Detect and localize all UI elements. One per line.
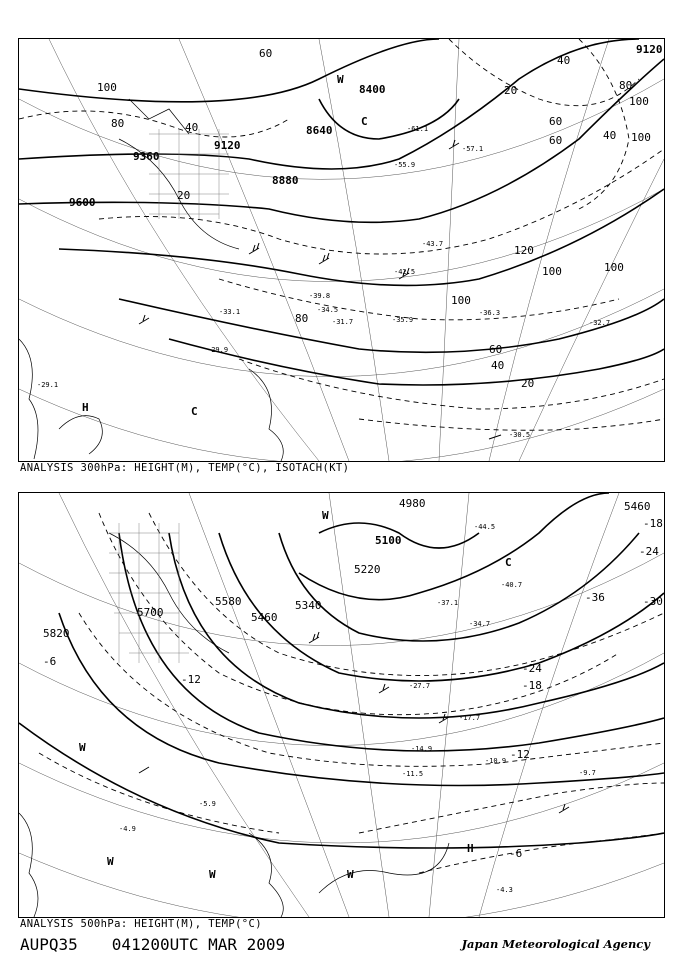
height-label: 5820 bbox=[43, 627, 70, 640]
temp-label: -29.9 bbox=[207, 346, 229, 354]
isotach-label: 100 bbox=[631, 131, 651, 144]
pressure-center-label: W bbox=[107, 855, 114, 868]
isotach-label: 20 bbox=[504, 84, 518, 97]
isotherm-label: -18 bbox=[522, 679, 542, 692]
temp-label: -32.7 bbox=[589, 319, 611, 327]
caption-300hpa: ANALYSIS 300hPa: HEIGHT(M), TEMP(°C), ISOTACH(KT) bbox=[20, 462, 350, 474]
isotach-label: 60 bbox=[549, 115, 563, 128]
isotach-label: 80 bbox=[111, 117, 125, 130]
temp-label: -29.1 bbox=[37, 381, 59, 389]
pressure-center-label: W bbox=[337, 73, 344, 86]
height-label: 9600 bbox=[69, 196, 96, 209]
pressure-center-label: W bbox=[347, 868, 354, 881]
temp-label: -34.7 bbox=[469, 620, 491, 628]
temp-label: -14.9 bbox=[411, 745, 433, 753]
pressure-center-label: H bbox=[82, 401, 89, 414]
isotach-label: 100 bbox=[542, 265, 562, 278]
temp-label: -40.7 bbox=[501, 581, 523, 589]
isotach-label: 40 bbox=[185, 121, 199, 134]
isotherm-label: -12 bbox=[181, 673, 201, 686]
temp-label: -5.9 bbox=[199, 800, 216, 808]
map-500hpa-canvas bbox=[19, 493, 664, 917]
chart-id: AUPQ35 bbox=[20, 935, 78, 954]
isotach-label: 120 bbox=[514, 244, 534, 257]
temp-label: -43.7 bbox=[422, 240, 444, 248]
isotherm-label: -24 bbox=[639, 545, 659, 558]
graticule bbox=[19, 493, 664, 917]
pressure-center-label: C bbox=[361, 115, 368, 128]
pressure-center-label: W bbox=[322, 509, 329, 522]
height-label: 9120 bbox=[214, 139, 241, 152]
temp-label: -9.7 bbox=[579, 769, 596, 777]
isotherm-label: -12 bbox=[510, 748, 530, 761]
isotach-label: 60 bbox=[259, 47, 273, 60]
height-label: 8880 bbox=[272, 174, 299, 187]
isotach-label: 40 bbox=[557, 54, 571, 67]
temp-label: -37.1 bbox=[437, 599, 459, 607]
agency-name: Japan Meteorological Agency bbox=[461, 937, 650, 951]
height-label: 9120 bbox=[636, 43, 663, 56]
isotach-label: 80 bbox=[295, 312, 309, 325]
height-label: 5220 bbox=[354, 563, 381, 576]
height-label: 5460 bbox=[251, 611, 278, 624]
temp-label: -17.7 bbox=[459, 714, 481, 722]
height-label: 5460 bbox=[624, 500, 651, 513]
temp-label: -55.9 bbox=[394, 161, 416, 169]
isotherm-label: -6 bbox=[509, 847, 523, 860]
temp-label: -10.9 bbox=[485, 757, 507, 765]
isotach-label: 100 bbox=[97, 81, 117, 94]
temp-label: -30.5 bbox=[509, 431, 531, 439]
temp-label: -61.1 bbox=[407, 125, 429, 133]
temp-label: -31.7 bbox=[332, 318, 354, 326]
analysis-500hpa-map bbox=[18, 492, 665, 918]
pressure-center-label: C bbox=[505, 556, 512, 569]
temperature-labels bbox=[119, 523, 596, 894]
temp-label: -34.5 bbox=[317, 306, 339, 314]
isotherm-label: -6 bbox=[43, 655, 57, 668]
isotach-label: 20 bbox=[521, 377, 535, 390]
height-label: 8400 bbox=[359, 83, 386, 96]
isotach-label: 100 bbox=[604, 261, 624, 274]
analysis-300hpa-map bbox=[18, 38, 665, 462]
isotach-labels bbox=[97, 47, 651, 390]
graticule bbox=[19, 39, 664, 461]
isotach-label: 60 bbox=[549, 134, 563, 147]
isotherm-label: -30 bbox=[643, 595, 663, 608]
height-label: 5100 bbox=[375, 534, 402, 547]
temp-label: -11.5 bbox=[402, 770, 424, 778]
isotach-label: 40 bbox=[491, 359, 505, 372]
footer-chart-info bbox=[20, 935, 285, 954]
temperature-labels bbox=[37, 125, 610, 439]
temp-label: -44.5 bbox=[474, 523, 496, 531]
height-label: 4980 bbox=[399, 497, 426, 510]
temp-label: -4.3 bbox=[496, 886, 513, 894]
temp-label: -36.3 bbox=[479, 309, 501, 317]
isotherm-contours bbox=[39, 513, 664, 873]
wind-barbs bbox=[139, 140, 501, 439]
pressure-center-label: W bbox=[209, 868, 216, 881]
chart-datetime: 041200UTC MAR 2009 bbox=[111, 935, 286, 954]
height-label: 5700 bbox=[137, 606, 164, 619]
height-label: 5340 bbox=[295, 599, 322, 612]
temp-label: -35.9 bbox=[392, 316, 414, 324]
isotherm-label: -24 bbox=[522, 662, 542, 675]
isotherm-label: -18 bbox=[643, 517, 663, 530]
isotach-label: 100 bbox=[451, 294, 471, 307]
isotherm-labels bbox=[43, 517, 663, 860]
height-label: 8640 bbox=[306, 124, 333, 137]
temp-label: -57.1 bbox=[462, 145, 484, 153]
isotach-label: 60 bbox=[489, 343, 503, 356]
height-contours bbox=[19, 493, 664, 848]
isotach-label: 20 bbox=[177, 189, 191, 202]
temp-label: -39.8 bbox=[309, 292, 331, 300]
map-300hpa-canvas bbox=[19, 39, 664, 461]
pressure-center-label: H bbox=[467, 842, 474, 855]
pressure-center-label: C bbox=[191, 405, 198, 418]
temp-label: -42.5 bbox=[394, 268, 416, 276]
caption-500hpa: ANALYSIS 500hPa: HEIGHT(M), TEMP(°C) bbox=[20, 918, 262, 930]
height-label: 9360 bbox=[133, 150, 160, 163]
coastline bbox=[19, 533, 449, 917]
isotherm-label: -36 bbox=[585, 591, 605, 604]
isotach-label: 80 bbox=[619, 79, 633, 92]
temp-label: -33.1 bbox=[219, 308, 241, 316]
temp-label: -4.9 bbox=[119, 825, 136, 833]
pressure-center-label: W bbox=[79, 741, 86, 754]
isotach-label: 40 bbox=[603, 129, 617, 142]
height-label: 5580 bbox=[215, 595, 242, 608]
wind-barbs bbox=[139, 632, 569, 813]
isotach-label: 100 bbox=[629, 95, 649, 108]
temp-label: -27.7 bbox=[409, 682, 431, 690]
pressure-centers bbox=[79, 509, 512, 881]
